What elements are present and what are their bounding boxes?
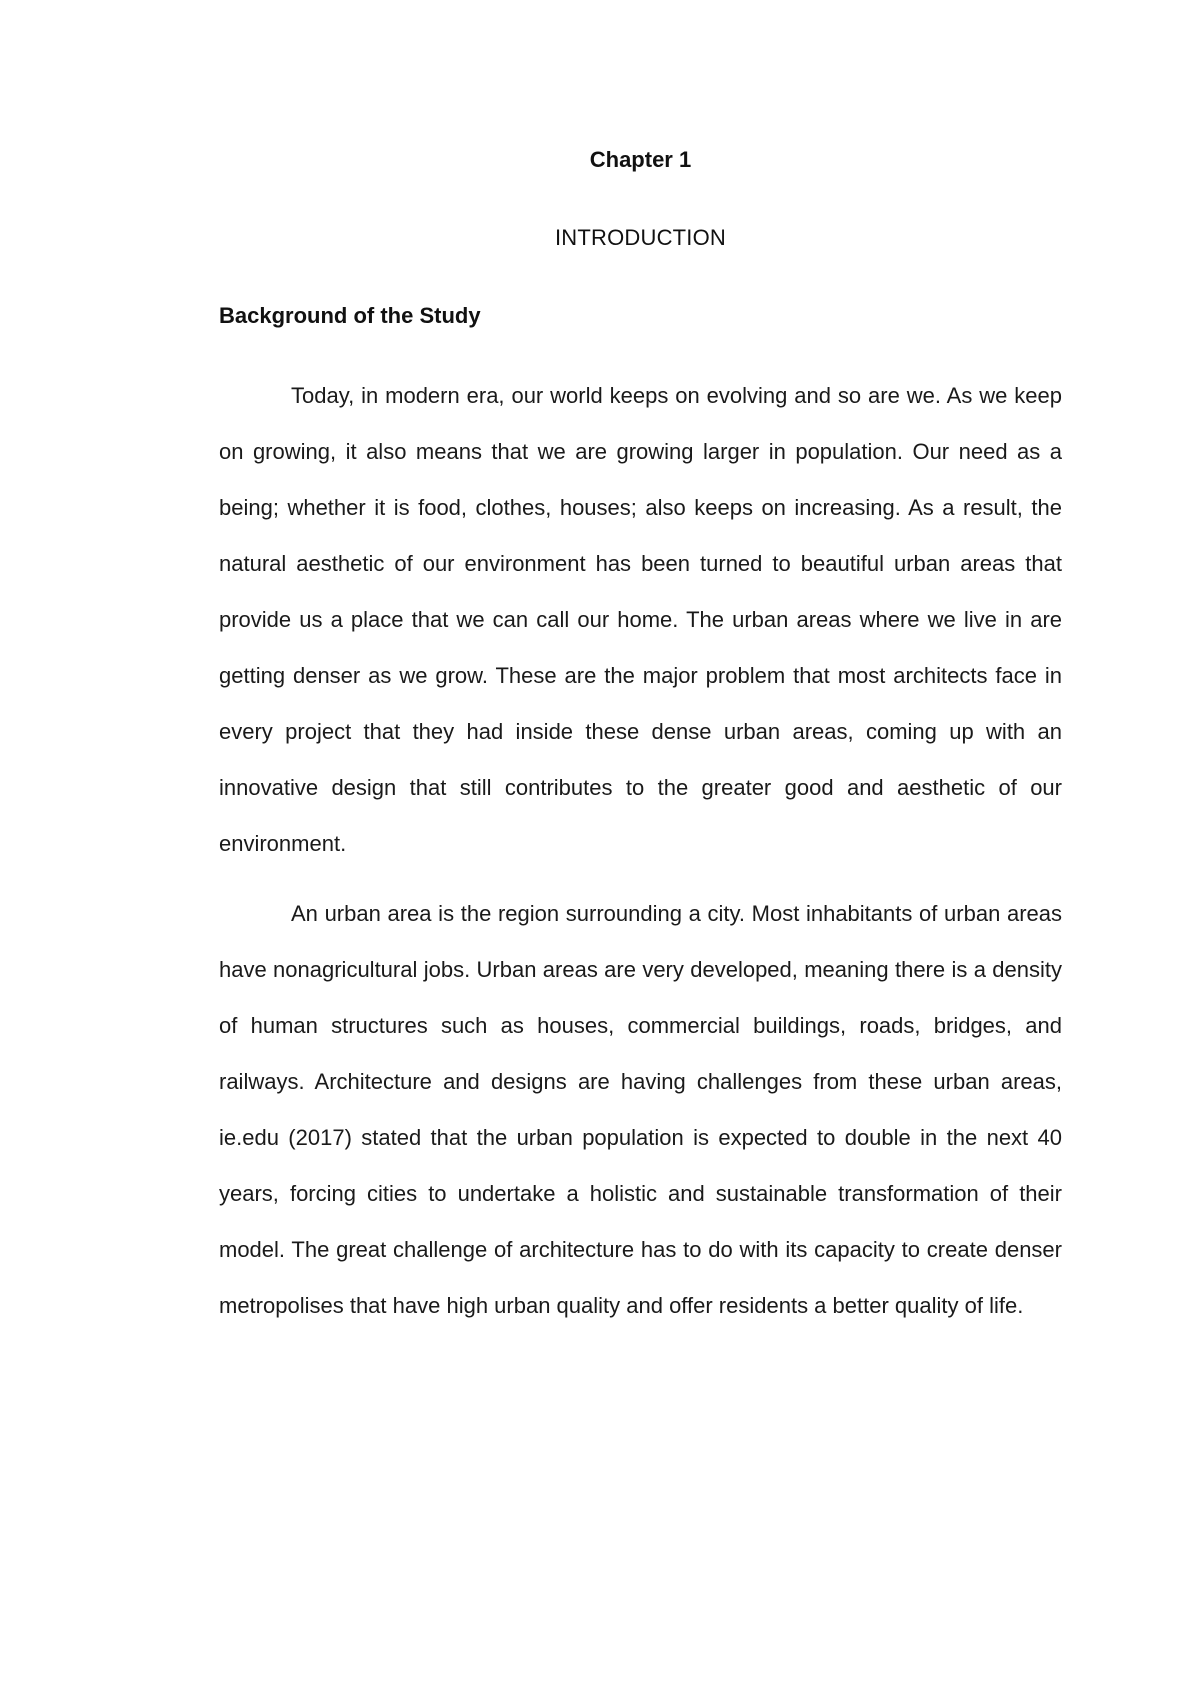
chapter-title: Chapter 1 <box>589 147 692 172</box>
paragraph-1: Today, in modern era, our world keeps on evolving and so are we. As we keep on growing, it also means that we are growing larger in population. Our need as a being; whether it is food, clothes, houses; also keeps on increasing. As a result, the natural aesthetic of our environment has been turned to beautiful urban areas that provide us a place that we can call our home. The urban areas where we live in are getting denser as we grow. These are the major problem that most architects face in every project that they had inside these dense urban areas, coming up with an innovative design that still contributes to the greater good and aesthetic of our environment. <box>219 383 1062 856</box>
document-content <box>219 138 1062 1348</box>
section-title: INTRODUCTION <box>554 225 727 250</box>
subsection-title: Background of the Study <box>219 303 481 328</box>
paragraph-2: An urban area is the region surrounding a city. Most inhabitants of urban areas have nonagricultural jobs. Urban areas are very developed, meaning there is a density of human structures such as houses, commercial buildings, roads, bridges, and railways. Architecture and designs are having challenges from these urban areas, ie.edu (2017) stated that the urban population is expected to double in the next 40 years, forcing cities to undertake a holistic and sustainable transformation of their model. The great challenge of architecture has to do with its capacity to create denser metropolises that have high urban quality and offer residents a better quality of life. <box>219 901 1062 1318</box>
